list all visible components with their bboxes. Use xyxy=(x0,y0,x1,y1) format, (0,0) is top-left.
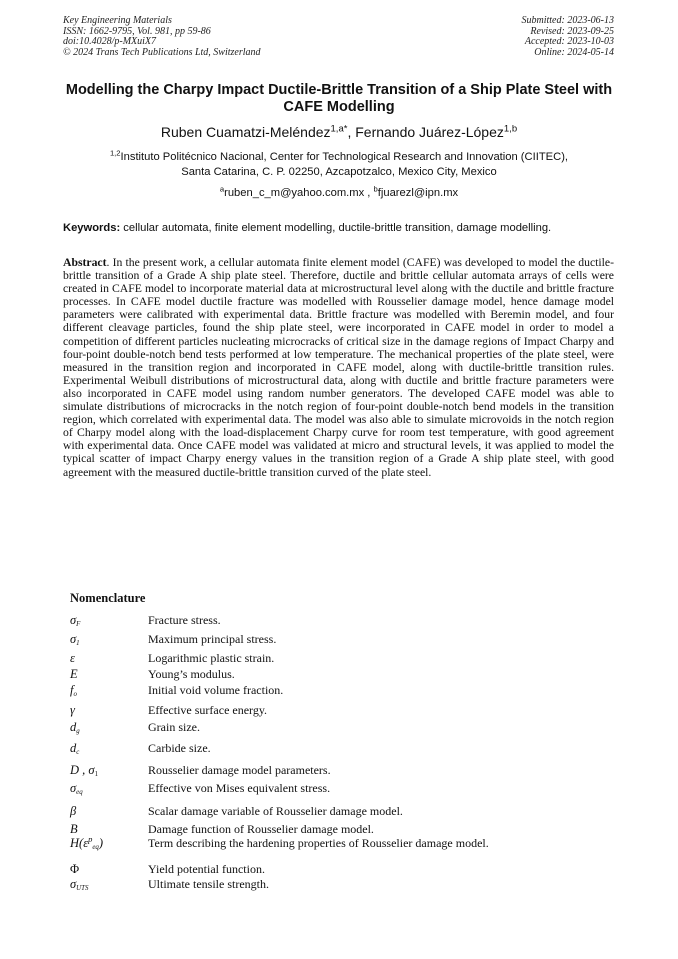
email-a-sup: a xyxy=(219,184,225,194)
nomenclature-definition: Grain size. xyxy=(148,720,200,734)
nomenclature-definition: Logarithmic plastic strain. xyxy=(148,651,275,665)
nomenclature-row xyxy=(70,763,610,781)
keywords-label: Keywords: xyxy=(63,222,121,234)
nomenclature-symbol: $\sigma_{eq}$ xyxy=(70,781,83,797)
journal-issn: ISSN: 1662-9795, Vol. 981, pp 59-86 xyxy=(63,25,211,37)
author-1: Ruben Cuamatzi-Meléndez xyxy=(160,124,331,140)
nomenclature-definition: Rousselier damage model parameters. xyxy=(148,763,331,777)
affiliation-line-1: Instituto Politécnico Nacional, Center for Technological Research and Innovation (CIITEC), xyxy=(120,151,569,163)
email-b[interactable]: fjuarezl@ipn.mx xyxy=(377,187,459,199)
email-a[interactable]: ruben_c_m@yahoo.com.mx xyxy=(224,187,365,199)
nomenclature-symbol: $\sigma_F$ xyxy=(70,613,81,629)
nomenclature-definition: Damage function of Rousselier damage model. xyxy=(148,822,374,836)
nomenclature-symbol: $f_o$ xyxy=(70,683,77,699)
nomenclature-row xyxy=(70,781,610,799)
nomenclature-definition: Initial void volume fraction. xyxy=(148,683,284,697)
keywords xyxy=(63,221,619,235)
nomenclature-symbol: $\sigma_{UTS}$ xyxy=(70,877,89,893)
nomenclature-symbol: $H(\varepsilon^p_{eq})$ xyxy=(70,833,104,852)
nomenclature-definition: Yield potential function. xyxy=(148,862,265,876)
author-2: Fernando Juárez-López xyxy=(355,124,504,140)
author-2-affil: 1,b xyxy=(503,123,518,135)
nomenclature-definition: Ultimate tensile strength. xyxy=(148,877,269,891)
nomenclature-row xyxy=(70,804,610,822)
paper-title: Modelling the Charpy Impact Ductile-Brittle Transition of a Ship Plate Steel with CAFE Modelling xyxy=(65,82,613,115)
nomenclature-symbol: γ xyxy=(70,703,75,717)
nomenclature-definition: Term describing the hardening properties of Rousselier damage model. xyxy=(148,836,489,850)
publication-dates xyxy=(522,16,615,58)
nomenclature-symbol: $d_c$ xyxy=(70,741,80,757)
date-revised: Revised: 2023-09-25 xyxy=(530,25,614,37)
nomenclature-row xyxy=(70,741,610,759)
affiliation xyxy=(60,150,618,180)
nomenclature-symbol: $\sigma_1$ xyxy=(70,632,80,648)
nomenclature-definition: Maximum principal stress. xyxy=(148,632,277,646)
nomenclature-symbol: E xyxy=(70,667,78,681)
author-separator: , xyxy=(347,124,356,140)
nomenclature-definition: Young’s modulus. xyxy=(148,667,235,681)
keywords-text: cellular automata, finite element modelling, ductile-brittle transition, damage modelling. xyxy=(120,222,552,234)
affiliation-line-2: Santa Catarina, C. P. 02250, Azcapotzalco, Mexico City, Mexico xyxy=(181,166,497,178)
journal-doi[interactable]: doi:10.4028/p-MXuiX7 xyxy=(63,36,157,47)
nomenclature-symbol: $d_g$ xyxy=(70,720,80,736)
nomenclature-symbol: Φ xyxy=(70,862,80,876)
abstract-label: Abstract xyxy=(63,256,107,269)
nomenclature-row xyxy=(70,833,610,854)
nomenclature-symbol: B xyxy=(70,822,78,836)
nomenclature-row xyxy=(70,683,610,701)
date-accepted: Accepted: 2023-10-03 xyxy=(524,36,614,47)
abstract-text: . In the present work, a cellular automata finite element model (CAFE) was developed to model the ductile-brittle transition of a Grade A ship plate steel. Therefore, ductile and brittle cellular automata arrays of cells were created in CAFE model to incorporate material data at microstructural level along with the ductile and brittle fracture processes. In CAFE model ductile fracture was modelled with Rousselier damage model, hence damage model parameters were calibrated with experimental data. Brittle fracture was modelled with Beremin model, and four different cleavage particles, found the ship plate steel, were incorporated in CAFE model in order to model a competition of different particles nucleating microcracks of critical size in the damage regions of Impact Charpy and four-point double-notch bend tests performed at low temperature. The mechanical properties of the plate steel, were measured in the transition region and incorporated in CAFE model, along with ductile-brittle transition rules. Experimental Weibull distributions of microstructural data, along with ductile and brittle fracture parameters were also incorporated in CAFE model using random number generators. The developed CAFE model was able to simulate distributions of microcracks in the notch region of four-point double-notch bend models in the transition region, which correlated with experimental data. The model was also able to simulate microvoids in the notch region of Charpy model along with the load-displacement Charpy curve for room test temperature, with good agreement with experimental data. Once CAFE model was validated at micro and structural levels, it was applied to model the typical scatter of impact Charpy energy values in the transition region of a Grade A ship plate steel, with good agreement with the measured ductile-brittle transition curved of the plate steel. xyxy=(63,256,614,479)
nomenclature-row xyxy=(70,877,610,895)
emails xyxy=(60,186,618,200)
nomenclature-row xyxy=(70,632,610,650)
journal-copyright: © 2024 Trans Tech Publications Ltd, Switzerland xyxy=(63,46,261,58)
nomenclature-definition: Effective surface energy. xyxy=(148,703,268,717)
date-online: Online: 2024-05-14 xyxy=(534,46,614,58)
nomenclature-row xyxy=(70,703,610,721)
nomenclature-symbol: ε xyxy=(70,651,75,665)
nomenclature-row xyxy=(70,613,610,631)
nomenclature-symbol: D , $\sigma_1$ xyxy=(70,763,99,779)
nomenclature-definition: Fracture stress. xyxy=(148,613,221,627)
nomenclature-row xyxy=(70,720,610,738)
journal-info xyxy=(63,16,261,58)
affiliation-sup: 1,2 xyxy=(109,148,121,158)
nomenclature-definition: Effective von Mises equivalent stress. xyxy=(148,781,331,795)
nomenclature-heading: Nomenclature xyxy=(70,591,146,605)
author-list xyxy=(60,124,618,141)
email-b-sup: b xyxy=(373,184,378,194)
journal-name: Key Engineering Materials xyxy=(63,15,172,26)
nomenclature-definition: Scalar damage variable of Rousselier damage model. xyxy=(148,804,403,818)
author-1-affil: 1,a* xyxy=(330,123,348,135)
nomenclature-symbol: β xyxy=(70,804,77,818)
date-submitted: Submitted: 2023-06-13 xyxy=(521,15,614,26)
nomenclature-definition: Carbide size. xyxy=(148,741,211,755)
email-separator: , xyxy=(364,187,374,199)
abstract xyxy=(63,256,614,479)
